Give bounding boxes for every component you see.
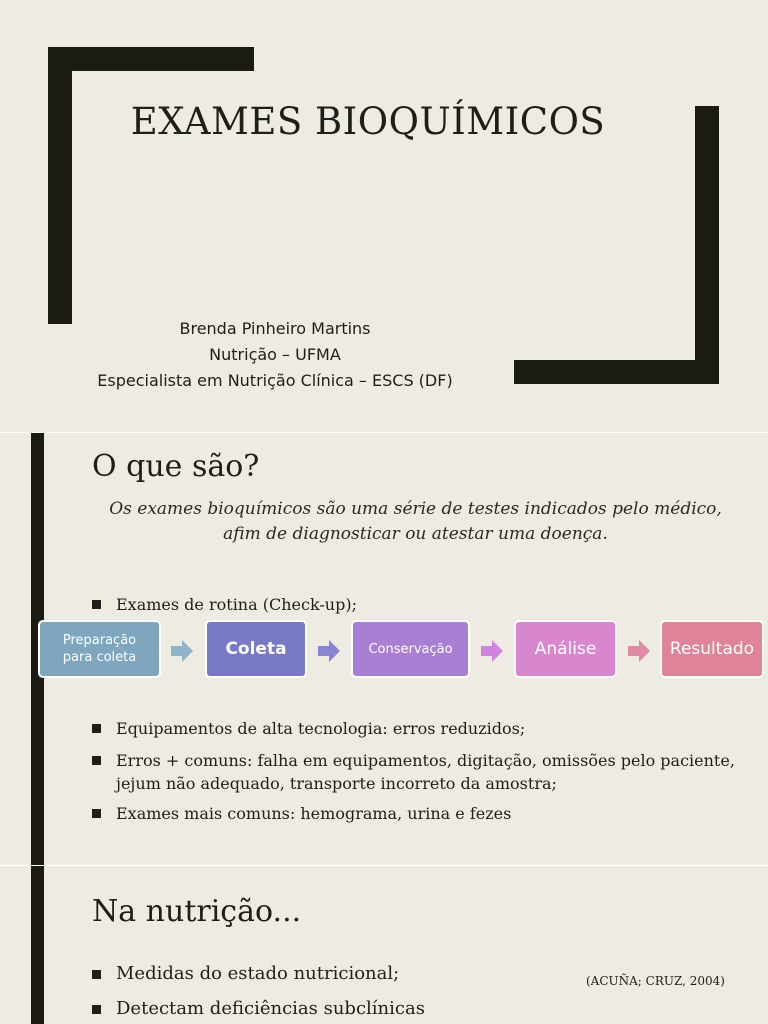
flow-step-label: Análise xyxy=(534,639,597,659)
frame-top-bar xyxy=(48,47,254,71)
list-item xyxy=(92,749,756,795)
flow-step-label: Conservação xyxy=(368,641,453,657)
flow-step-label: Coleta xyxy=(225,639,287,659)
flow-step-result xyxy=(660,620,764,678)
arrow-right-icon xyxy=(318,640,340,662)
list-item xyxy=(92,593,756,616)
flow-step-preparation xyxy=(38,620,161,678)
bullet-square-icon xyxy=(92,809,101,818)
author-name: Brenda Pinheiro Martins xyxy=(179,319,371,338)
slide-accent-bar xyxy=(31,866,44,1024)
citation: (ACUÑA; CRUZ, 2004) xyxy=(586,974,725,988)
arrow-right-icon xyxy=(481,640,503,662)
flow-step-analysis xyxy=(514,620,617,678)
arrow-right-icon xyxy=(171,640,193,662)
bullet-square-icon xyxy=(92,600,101,609)
author-block xyxy=(60,316,490,394)
list-item-text: Detectam deficiências subclínicas xyxy=(116,998,425,1019)
slide-heading: Na nutrição... xyxy=(92,894,302,929)
author-specialty: Especialista em Nutrição Clínica – ESCS (DF) xyxy=(97,371,453,390)
list-item-text: Exames de rotina (Check-up); xyxy=(116,595,357,614)
frame-left-bar xyxy=(48,47,72,324)
flow-step-conservation xyxy=(351,620,470,678)
list-item-text: Exames mais comuns: hemograma, urina e fezes xyxy=(116,804,512,823)
definition-text: Os exames bioquímicos são uma série de testes indicados pelo médico, afim de diagnosticar ou atestar uma doença. xyxy=(109,499,722,544)
nutrition-slide xyxy=(0,866,768,1024)
presentation-title: EXAMES BIOQUÍMICOS xyxy=(130,100,606,143)
list-item-text: Equipamentos de alta tecnologia: erros reduzidos; xyxy=(116,719,526,738)
list-item xyxy=(92,717,756,740)
bullet-square-icon xyxy=(92,1005,101,1014)
list-item-text: Medidas do estado nutricional; xyxy=(116,963,400,984)
list-item xyxy=(92,997,756,1020)
flow-step-label: Preparação para coleta xyxy=(62,633,137,665)
flow-step-collection xyxy=(205,620,307,678)
flow-step-label: Resultado xyxy=(669,639,755,659)
bullet-square-icon xyxy=(92,970,101,979)
frame-right-bar xyxy=(695,106,719,384)
list-item xyxy=(92,802,756,825)
bullet-square-icon xyxy=(92,724,101,733)
list-item-text: Erros + comuns: falha em equipamentos, digitação, omissões pelo paciente, jejum não adequado, transporte incorreto da amostra; xyxy=(116,751,735,793)
frame-bottom-bar xyxy=(514,360,719,384)
bullet-square-icon xyxy=(92,756,101,765)
title-slide xyxy=(0,0,768,432)
slide-heading: O que são? xyxy=(92,449,260,484)
arrow-right-icon xyxy=(628,640,650,662)
author-affiliation: Nutrição – UFMA xyxy=(209,345,341,364)
definition-slide xyxy=(0,433,768,865)
